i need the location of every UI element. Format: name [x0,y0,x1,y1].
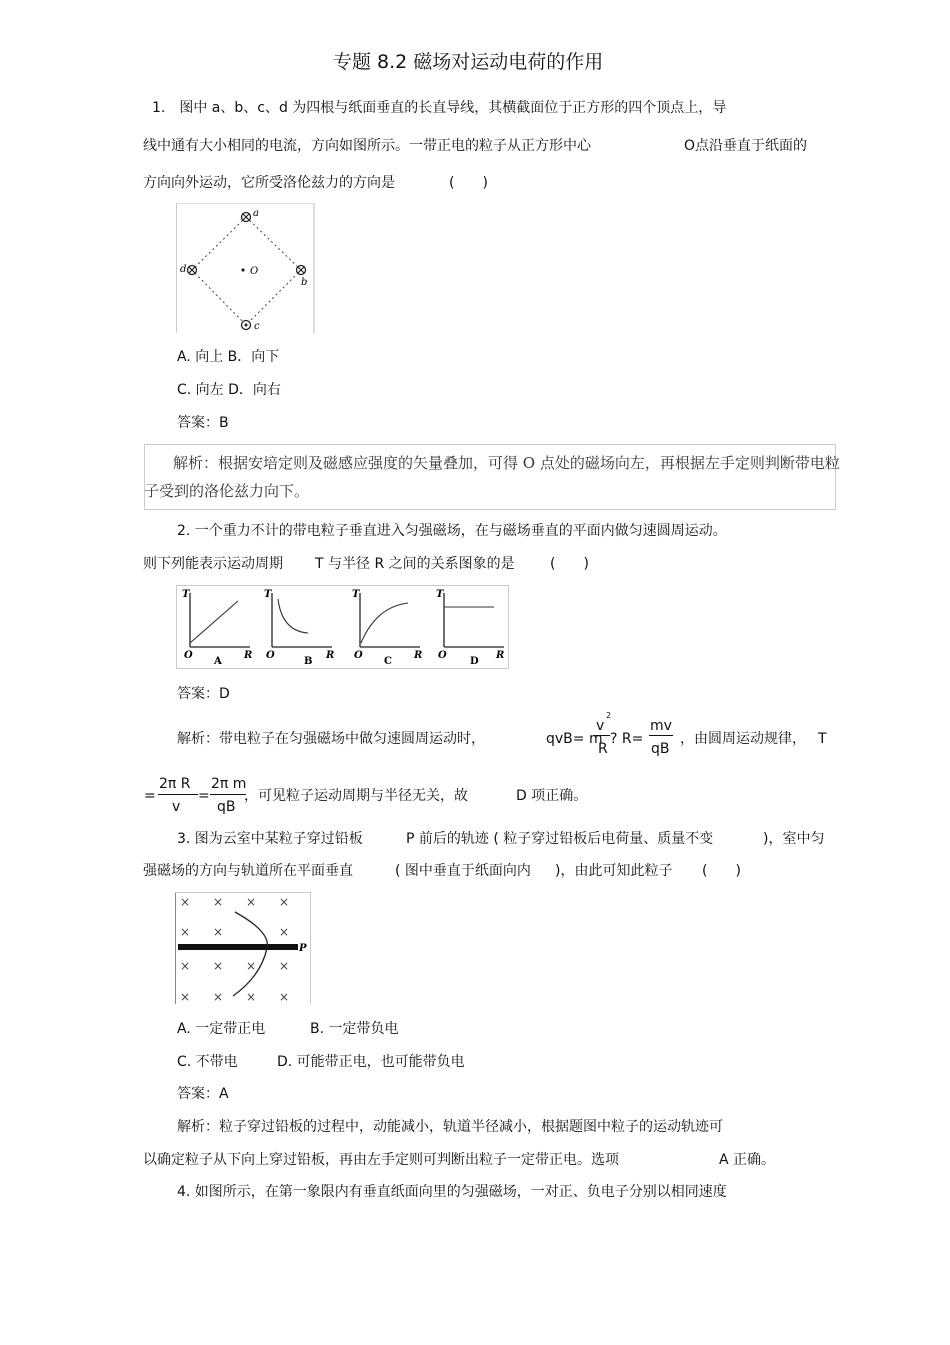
graph-c-axis-t: T [352,589,360,600]
label-a: a [253,208,259,219]
q3-line-1a: 3. 图为云室中某粒子穿过铅板 [177,831,363,847]
q2-eq2-fraction-bar [649,735,673,736]
graph-b-axis-r: R [326,650,335,661]
wire-d-icon [188,266,197,275]
graph-d-label: D [470,656,479,667]
q3-option-a: A. 一定带正电 [177,1021,266,1037]
q4-line-1: 4. 如图所示，在第一象限内有垂直纸面向里的匀强磁场，一对正、负电子分别以相同速度 [177,1184,727,1200]
q3-analysis-line-2a: 以确定粒子从下向上穿过铅板，再由左手定则可判断出粒子一定带正电。选项 [143,1152,619,1168]
wire-b-icon [297,266,306,275]
graph-b-axis-t: T [264,589,272,600]
q2-line-2b: T 与半径 R 之间的关系图象的是 [315,556,515,572]
graph-c [352,589,422,667]
q2-eq3-equals: = [144,788,156,804]
particle-track [233,912,267,996]
graph-d-axis-t: T [436,589,444,600]
q2-eq1-fraction-bar [594,735,610,736]
cross-mark: × [180,925,191,939]
cross-mark: × [246,990,257,1004]
q2-analysis-start: 解析：带电粒子在匀强磁场中做匀速圆周运动时， [177,731,485,747]
q2-eq4-equals: = [198,788,210,804]
cross-mark: × [246,895,257,909]
q1-options-row-1: A. 向上 B．向下 [177,349,280,365]
q2-eq1-num: v [596,718,605,734]
q2-paren: ( ) [550,556,589,572]
q3-option-b: B. 一定带负电 [310,1021,399,1037]
center-dot [241,268,244,271]
q2-eq3-num: 2π R [159,776,191,792]
graph-a [182,589,252,667]
cross-mark: × [246,959,257,973]
q3-analysis-line-1: 解析：粒子穿过铅板的过程中，动能减小，轨道半径减小，根据题图中粒子的运动轨迹可 [177,1119,723,1135]
q3-option-d: D. 可能带正电，也可能带负电 [277,1054,465,1070]
q2-eq1-left: qvB= m [546,731,603,747]
lead-plate [178,944,298,950]
q3-line-1c: )，室中匀 [763,831,825,847]
cross-mark: × [279,895,290,909]
q3-option-c: C. 不带电 [177,1054,238,1070]
q3-paren: ( ) [702,863,741,879]
graph-a-axis-r: R [244,650,253,661]
q1-line-3: 方向向外运动，它所受洛伦兹力的方向是 [143,175,395,191]
q2-eq3-den: v [172,799,181,815]
graph-b [264,589,334,667]
q1-answer: 答案：B [177,415,229,431]
graph-b-origin: O [266,650,275,661]
q1-line-2a: 线中通有大小相同的电流，方向如图所示。一带正电的粒子从正方形中心 [143,138,591,154]
q2-eq1-den: R [598,741,608,757]
q2-graphs-figure [176,585,510,669]
q2-eq4-den: qB [217,799,236,815]
q2-eq4-num: 2π m [211,776,247,792]
cross-mark: × [213,959,224,973]
q2-eq1-sup: 2 [606,711,612,720]
graph-c-label: C [384,656,392,667]
q2-line-2a: 则下列能表示运动周期 [143,556,283,572]
cross-mark: × [213,925,224,939]
q3-line-2b: ( 图中垂直于纸面向内 [395,863,531,879]
q1-line-2b: O点沿垂直于纸面的 [684,138,808,154]
q2-eq1-mid: ? R= [610,731,644,747]
q2-eq4-fraction-bar [210,794,246,795]
cross-mark: × [279,959,290,973]
cross-mark: × [180,990,191,1004]
page-title: 专题 8.2 磁场对运动电荷的作用 [333,51,604,73]
graph-b-label: B [304,656,313,667]
cross-mark: × [180,959,191,973]
wire-c-icon [242,321,251,330]
graph-c-origin: O [354,650,363,661]
q2-line-1: 2. 一个重力不计的带电粒子垂直进入匀强磁场，在与磁场垂直的平面内做匀速圆周运动。 [177,523,727,539]
graph-d-origin: O [438,650,447,661]
label-d: d [180,264,187,275]
q1-analysis-line-1: 解析：根据安培定则及磁感应强度的矢量叠加，可得 O 点处的磁场向左，再根据左手定则判断带电粒 [173,454,840,472]
q1-paren: ( ) [449,175,488,191]
label-c: c [254,321,260,332]
graph-a-origin: O [184,650,193,661]
label-b: b [301,277,308,288]
q1-line-1: 1. 图中 a、b、c、d 为四根与纸面垂直的长直导线，其横截面位于正方形的四个顶点上，导 [152,100,727,116]
q2-eq2-den: qB [651,741,670,757]
graph-d-axis-r: R [496,650,505,661]
q1-analysis-line-2: 子受到的洛伦兹力向下。 [144,482,310,500]
q2-analysis-end-2: D 项正确。 [516,788,588,804]
cross-mark: × [279,990,290,1004]
q2-analysis-mid: ，由圆周运动规律， [680,731,806,747]
label-p: P [299,943,307,954]
q2-analysis-t: T [818,731,827,747]
q3-analysis-line-2b: A 正确。 [719,1152,776,1168]
cross-mark: × [180,895,191,909]
graph-d [436,589,504,667]
graph-a-axis-t: T [182,589,190,600]
cross-mark: × [213,990,224,1004]
q1-figure [176,203,316,333]
q3-line-2c: )，由此可知此粒子 [555,863,673,879]
wire-a-icon [242,213,251,222]
q3-line-2a: 强磁场的方向与轨道所在平面垂直 [143,863,353,879]
q3-line-1b: P 前后的轨迹 ( 粒子穿过铅板后电荷量、质量不变 [406,831,714,847]
graph-c-axis-r: R [414,650,423,661]
q2-eq3-fraction-bar [158,794,198,795]
cross-mark: × [213,895,224,909]
q2-answer: 答案：D [177,686,230,702]
graph-a-label: A [214,656,222,667]
q3-figure [175,892,315,1005]
q2-analysis-end: ，可见粒子运动周期与半径无关，故 [244,788,468,804]
q3-answer: 答案：A [177,1086,229,1102]
label-o: O [250,266,259,277]
q2-eq2-num: mv [650,718,672,734]
cross-mark: × [279,925,290,939]
q1-options-row-2: C. 向左 D．向右 [177,382,281,398]
